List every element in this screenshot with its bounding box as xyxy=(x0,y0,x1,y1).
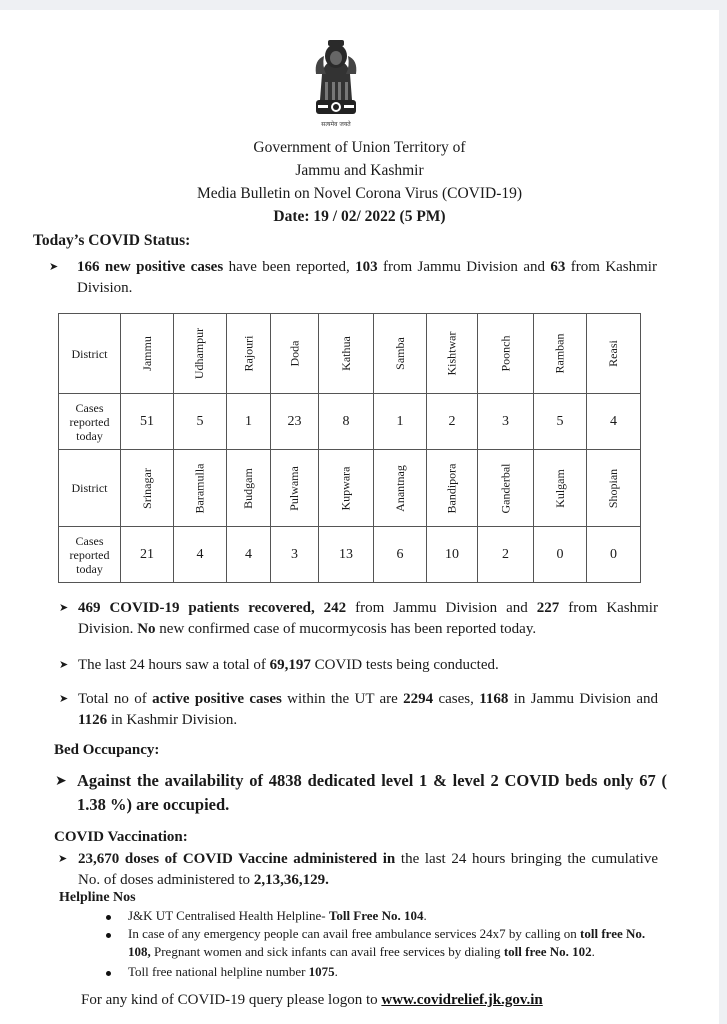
text: Total no of xyxy=(78,691,153,707)
new-cases-count: 166 new positive cases xyxy=(77,259,224,275)
bulletin-page xyxy=(0,10,719,1024)
district-cell xyxy=(478,314,534,394)
national-emblem-icon xyxy=(308,34,364,120)
cases-cell: 8 xyxy=(319,394,374,450)
district-name: Ganderbal xyxy=(497,463,512,513)
district-name: Ramban xyxy=(552,333,567,374)
bullet-icon xyxy=(106,971,111,976)
text: . xyxy=(591,944,595,959)
cases-cell: 0 xyxy=(587,527,641,583)
cases-cell: 2 xyxy=(427,394,478,450)
bullet-icon xyxy=(106,933,111,938)
cases-cell: 3 xyxy=(478,394,534,450)
mucormycosis-status: No xyxy=(137,621,156,637)
district-cell xyxy=(271,450,319,527)
cases-cell: 2 xyxy=(478,527,534,583)
district-cell xyxy=(587,314,641,394)
text: Pregnant women and sick infants can avail free services by dialing xyxy=(150,944,504,959)
district-cell xyxy=(121,450,174,527)
district-name: Kishtwar xyxy=(444,331,459,376)
active-label: active positive cases xyxy=(152,691,282,707)
header-line-1: Government of Union Territory of xyxy=(253,139,466,156)
cases-cell: 21 xyxy=(121,527,174,583)
district-name: Anantnag xyxy=(392,464,407,512)
cases-cell: 5 xyxy=(174,394,227,450)
helpline-item-1075 xyxy=(128,963,658,981)
text: from Jammu Division and xyxy=(346,600,537,616)
district-cell xyxy=(427,450,478,527)
row-label-district: District xyxy=(59,450,121,527)
district-cell xyxy=(534,450,587,527)
active-cases-paragraph xyxy=(78,689,658,731)
kashmir-cases-row xyxy=(59,527,641,583)
district-cell xyxy=(534,314,587,394)
district-cell xyxy=(587,450,641,527)
arrow-bullet-icon: ➤ xyxy=(59,692,69,705)
row-label-cases: Cases reported today xyxy=(59,527,121,583)
cases-cell: 10 xyxy=(427,527,478,583)
helpline-title: Helpline Nos xyxy=(59,890,136,905)
district-name: Udhampur xyxy=(192,327,207,380)
cumulative-doses: 2,13,36,129. xyxy=(253,872,329,888)
district-cell xyxy=(374,450,427,527)
district-name: Baramulla xyxy=(192,463,207,513)
text: J&K UT Centralised Health Helpline- xyxy=(128,908,329,923)
cases-cell: 23 xyxy=(271,394,319,450)
district-name: Srinagar xyxy=(139,467,154,509)
active-total: 2294 xyxy=(403,691,434,707)
covidrelief-link[interactable]: www.covidrelief.jk.gov.in xyxy=(381,992,543,1008)
toll-free-104: Toll Free No. 104 xyxy=(328,908,424,923)
arrow-bullet-icon: ➤ xyxy=(55,773,67,789)
row-label-cases: Cases reported today xyxy=(59,394,121,450)
text: have been reported, xyxy=(223,259,356,275)
active-kashmir: 1126 xyxy=(78,712,108,728)
district-name: Budgam xyxy=(240,467,255,509)
toll-free-102: toll free No. 102 xyxy=(503,944,592,959)
cases-cell: 4 xyxy=(227,527,271,583)
district-name: Shopian xyxy=(606,468,620,508)
district-name: Jammu xyxy=(139,336,154,371)
kashmir-district-row xyxy=(59,450,641,527)
recovered-count: 469 COVID-19 patients recovered, 242 xyxy=(78,600,347,616)
national-helpline-1075: 1075 xyxy=(308,964,335,979)
helpline-item-104 xyxy=(128,907,658,925)
cases-cell: 4 xyxy=(587,394,641,450)
district-name: Kupwara xyxy=(338,466,353,510)
district-name: Kathua xyxy=(338,336,353,371)
cases-cell: 0 xyxy=(534,527,587,583)
bed-occupancy-paragraph: Against the availability of 4838 dedicated level 1 & level 2 COVID beds only 67 ( 1.38 %) are occupied. xyxy=(77,771,667,814)
text: . xyxy=(334,964,338,979)
cases-cell: 6 xyxy=(374,527,427,583)
cases-cell: 13 xyxy=(319,527,374,583)
cases-cell: 1 xyxy=(227,394,271,450)
district-cases-table xyxy=(58,313,641,583)
jammu-district-row xyxy=(59,314,641,394)
helpline-item-108-102 xyxy=(128,925,658,961)
district-name: Pulwama xyxy=(286,465,301,511)
text: from Kashmir Division. xyxy=(78,600,658,637)
jammu-new-cases: 103 xyxy=(355,259,378,275)
header-line-3: Media Bulletin on Novel Corona Virus (COVID-19) xyxy=(196,185,523,202)
text: within the UT are xyxy=(281,691,404,707)
text: in Kashmir Division. xyxy=(107,712,238,728)
toll-free-108: toll free No. 108, xyxy=(128,926,646,959)
text: new confirmed case of mucormycosis has been reported today. xyxy=(155,621,537,637)
text: For any kind of COVID-19 query please logon to xyxy=(81,992,382,1008)
arrow-bullet-icon: ➤ xyxy=(59,658,69,671)
footer-note xyxy=(81,990,543,1010)
district-cell xyxy=(427,314,478,394)
bullet-icon xyxy=(106,915,111,920)
district-cell xyxy=(478,450,534,527)
district-cell xyxy=(319,314,374,394)
text: . xyxy=(423,908,427,923)
text: In case of any emergency people can avail free ambulance services 24x7 by calling on xyxy=(128,926,581,941)
district-cell xyxy=(227,314,271,394)
district-cell xyxy=(319,450,374,527)
row-label-district: District xyxy=(59,314,121,394)
covid-status-title: Today’s COVID Status: xyxy=(33,232,191,249)
district-name: Rajouri xyxy=(241,335,255,372)
district-cell xyxy=(174,314,227,394)
kashmir-new-cases: 63 xyxy=(550,259,566,275)
arrow-bullet-icon: ➤ xyxy=(49,260,59,273)
arrow-bullet-icon: ➤ xyxy=(59,601,69,614)
text: COVID tests being conducted. xyxy=(310,657,499,673)
cases-cell: 1 xyxy=(374,394,427,450)
district-name: Bandipora xyxy=(444,463,459,513)
emblem xyxy=(308,34,364,134)
tests-paragraph xyxy=(78,655,658,676)
doses-24h: 23,670 doses of COVID Vaccine administered in xyxy=(78,851,396,867)
district-cell xyxy=(174,450,227,527)
jammu-cases-row xyxy=(59,394,641,450)
active-jammu: 1168 xyxy=(479,691,509,707)
bulletin-date: Date: 19 / 02/ 2022 (5 PM) xyxy=(273,208,446,225)
tests-count: 69,197 xyxy=(269,657,311,673)
text: from Kashmir Division. xyxy=(77,259,657,296)
district-cell xyxy=(271,314,319,394)
district-cell xyxy=(121,314,174,394)
new-cases-paragraph xyxy=(77,257,657,299)
arrow-bullet-icon: ➤ xyxy=(58,852,68,865)
vaccination-paragraph xyxy=(78,849,658,891)
text: The last 24 hours saw a total of xyxy=(78,657,270,673)
text: the last 24 hours bringing the cumulative No. of doses administered to xyxy=(78,851,658,888)
cases-cell: 4 xyxy=(174,527,227,583)
recovered-paragraph xyxy=(78,598,658,640)
bed-occupancy-title: Bed Occupancy: xyxy=(54,742,160,758)
cases-cell: 51 xyxy=(121,394,174,450)
text: in Jammu Division and xyxy=(508,691,658,707)
cases-cell: 5 xyxy=(534,394,587,450)
vaccination-title: COVID Vaccination: xyxy=(54,829,188,845)
district-name: Poonch xyxy=(498,335,512,372)
text: Toll free national helpline number xyxy=(128,964,309,979)
district-name: Doda xyxy=(287,340,301,367)
district-name: Kulgam xyxy=(552,468,567,508)
text: cases, xyxy=(433,691,480,707)
text: from Jammu Division and xyxy=(377,259,551,275)
district-name: Reasi xyxy=(605,340,620,367)
header-line-2: Jammu and Kashmir xyxy=(295,162,424,179)
cases-cell: 3 xyxy=(271,527,319,583)
district-cell xyxy=(227,450,271,527)
kashmir-recovered: 227 xyxy=(536,600,560,616)
district-name: Samba xyxy=(392,337,407,370)
emblem-motto: सत्यमेव जयते xyxy=(321,121,351,128)
district-cell xyxy=(374,314,427,394)
